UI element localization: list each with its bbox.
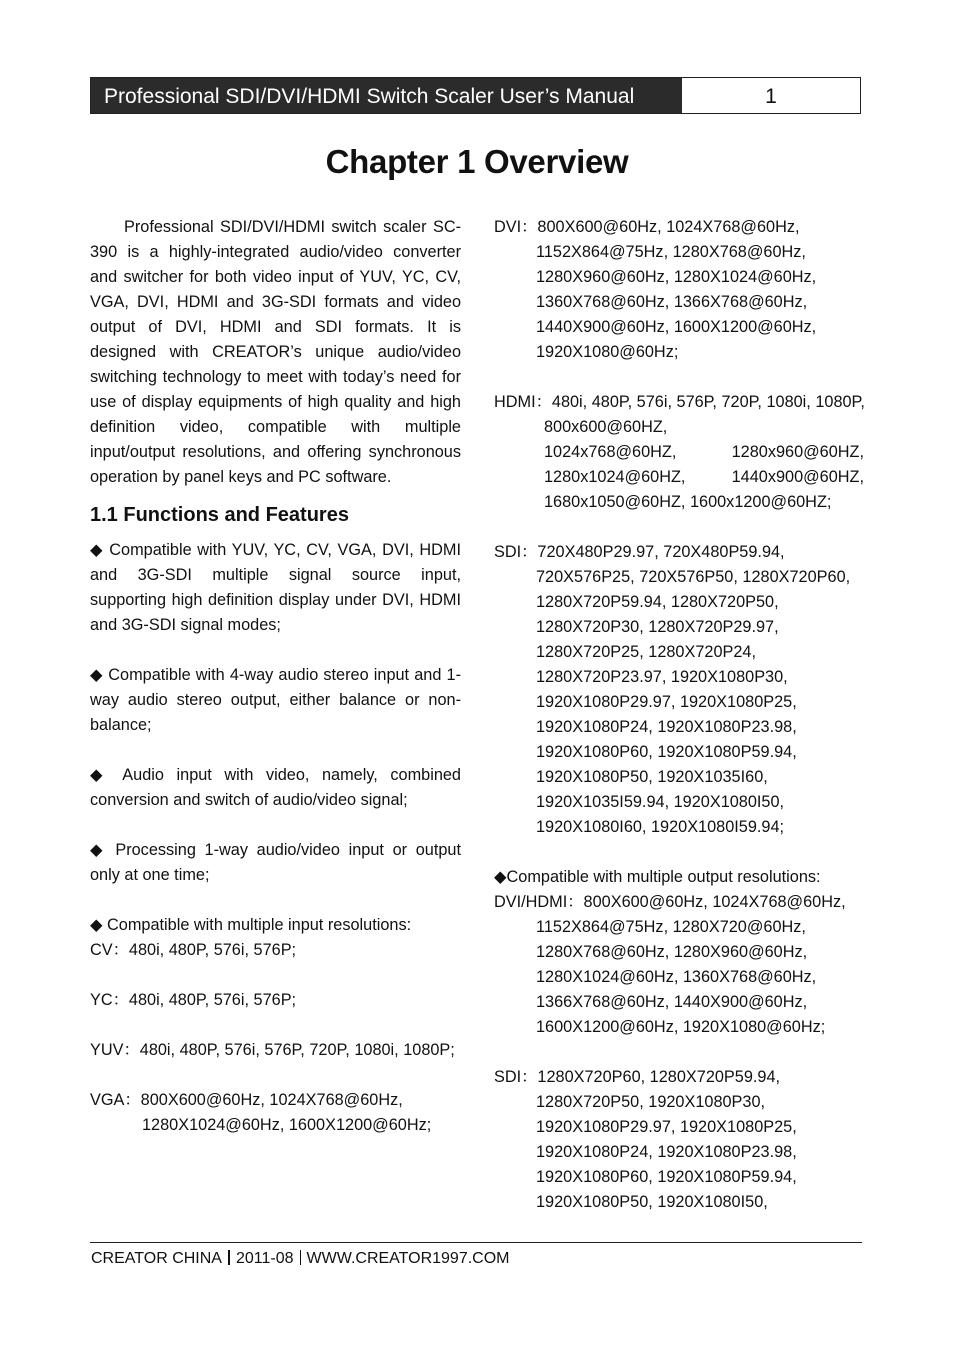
page-footer bbox=[91, 1248, 510, 1270]
dvi-hdmi-output: DVI/HDMI：800X600@60Hz, 1024X768@60Hz, bbox=[494, 893, 846, 911]
sdi-input-cont: 1280X720P25, 1280X720P24, bbox=[536, 643, 756, 661]
hdmi-resolutions-cont: 1680x1050@60HZ, 1600x1200@60HZ; bbox=[544, 493, 832, 511]
manual-title: Professional SDI/DVI/HDMI Switch Scaler User’s Manual bbox=[91, 78, 682, 113]
dvi-hdmi-output-cont: 1280X1024@60Hz, 1360X768@60Hz, bbox=[536, 968, 817, 986]
sdi-input-cont: 1920X1080I60, 1920X1080I59.94; bbox=[536, 818, 785, 836]
hdmi-resolutions: HDMI：480i, 480P, 576i, 576P, 720P, 1080i, 1080P, bbox=[494, 393, 865, 411]
footer-company: CREATOR CHINA bbox=[91, 1250, 222, 1267]
hdmi-res: 1280x960@60HZ, bbox=[731, 443, 864, 461]
sdi-input-cont: 1920X1080P50, 1920X1035I60, bbox=[536, 768, 768, 786]
sdi-input-cont: 1280X720P30, 1280X720P29.97, bbox=[536, 618, 779, 636]
sdi-input-resolutions: SDI：720X480P29.97, 720X480P59.94, bbox=[494, 543, 785, 561]
dvi-hdmi-output-cont: 1366X768@60Hz, 1440X900@60Hz, bbox=[536, 993, 808, 1011]
sdi-output-cont: 1920X1080P60, 1920X1080P59.94, bbox=[536, 1168, 797, 1186]
footer-website: WWW.CREATOR1997.COM bbox=[306, 1250, 510, 1267]
hdmi-res: 1280x1024@60HZ, bbox=[544, 468, 686, 486]
sdi-output: SDI：1280X720P60, 1280X720P59.94, bbox=[494, 1068, 781, 1086]
right-column bbox=[494, 215, 874, 1215]
feature-item: ◆ Compatible with YUV, YC, CV, VGA, DVI, HDMI and 3G-SDI multiple signal source input, supporting high definition display under DVI, HDMI and 3G-SDI signal modes; bbox=[90, 541, 461, 634]
page-header bbox=[90, 77, 861, 114]
page-number: 1 bbox=[765, 85, 777, 108]
dvi-resolutions-cont: 1920X1080@60Hz; bbox=[536, 343, 679, 361]
output-bullet: ◆Compatible with multiple output resolutions: bbox=[494, 868, 821, 886]
hdmi-res: 1440x900@60HZ, bbox=[731, 468, 864, 486]
footer-date: 2011-08 bbox=[235, 1250, 294, 1267]
dvi-resolutions-cont: 1360X768@60Hz, 1366X768@60Hz, bbox=[536, 293, 808, 311]
footer-separator bbox=[228, 1250, 230, 1265]
hdmi-res: 1024x768@60HZ, bbox=[544, 443, 677, 461]
dvi-hdmi-output-cont: 1600X1200@60Hz, 1920X1080@60Hz; bbox=[536, 1018, 826, 1036]
section-heading: 1.1 Functions and Features bbox=[90, 504, 349, 526]
sdi-output-cont: 1920X1080P29.97, 1920X1080P25, bbox=[536, 1118, 797, 1136]
hdmi-resolutions-cont: 800x600@60HZ, bbox=[544, 418, 668, 436]
feature-item: ◆ Audio input with video, namely, combined conversion and switch of audio/video signal; bbox=[90, 766, 461, 809]
sdi-output-cont: 1280X720P50, 1920X1080P30, bbox=[536, 1093, 766, 1111]
dvi-resolutions-cont: 1280X960@60Hz, 1280X1024@60Hz, bbox=[536, 268, 817, 286]
sdi-input-cont: 1920X1035I59.94, 1920X1080I50, bbox=[536, 793, 785, 811]
chapter-title: Chapter 1 Overview bbox=[325, 143, 629, 180]
dvi-resolutions-cont: 1440X900@60Hz, 1600X1200@60Hz, bbox=[536, 318, 817, 336]
vga-resolutions: VGA：800X600@60Hz, 1024X768@60Hz, bbox=[90, 1091, 403, 1109]
intro-paragraph: Professional SDI/DVI/HDMI switch scaler SC-390 is a highly-integrated audio/video converter and switcher for both video input of YUV, YC, CV, VGA, DVI, HDMI and 3G-SDI formats and video output of DVI, HDMI and SDI formats. It is designed with CREATOR’s unique audio/video switching technology to meet with today’s need for use of display equipments of high quality and high definition video, compatible with multiple input/output resolutions, and offering synchronous operation by panel keys and PC software. bbox=[90, 218, 461, 486]
footer-divider bbox=[90, 1242, 862, 1243]
yuv-resolutions: YUV：480i, 480P, 576i, 576P, 720P, 1080i, 1080P; bbox=[90, 1041, 455, 1059]
sdi-input-cont: 1920X1080P29.97, 1920X1080P25, bbox=[536, 693, 797, 711]
dvi-resolutions-cont: 1152X864@75Hz, 1280X768@60Hz, bbox=[536, 243, 806, 261]
footer-separator bbox=[300, 1250, 301, 1265]
feature-item: ◆ Compatible with 4-way audio stereo input and 1-way audio stereo output, either balance or non-balance; bbox=[90, 666, 461, 734]
hdmi-resolutions-row bbox=[494, 465, 874, 490]
dvi-hdmi-output-cont: 1152X864@75Hz, 1280X720@60Hz, bbox=[536, 918, 806, 936]
left-column bbox=[90, 215, 461, 1138]
hdmi-resolutions-row bbox=[494, 440, 874, 465]
feature-item: ◆ Compatible with multiple input resolutions: bbox=[90, 916, 412, 934]
sdi-input-cont: 1280X720P59.94, 1280X720P50, bbox=[536, 593, 779, 611]
sdi-output-cont: 1920X1080P24, 1920X1080P23.98, bbox=[536, 1143, 797, 1161]
sdi-input-cont: 1280X720P23.97, 1920X1080P30, bbox=[536, 668, 788, 686]
sdi-output-cont: 1920X1080P50, 1920X1080I50, bbox=[536, 1193, 768, 1211]
vga-resolutions-cont: 1280X1024@60Hz, 1600X1200@60Hz; bbox=[142, 1116, 432, 1134]
sdi-input-cont: 1920X1080P60, 1920X1080P59.94, bbox=[536, 743, 797, 761]
cv-resolutions: CV：480i, 480P, 576i, 576P; bbox=[90, 941, 297, 959]
yc-resolutions: YC：480i, 480P, 576i, 576P; bbox=[90, 991, 297, 1009]
dvi-hdmi-output-cont: 1280X768@60Hz, 1280X960@60Hz, bbox=[536, 943, 808, 961]
sdi-input-cont: 720X576P25, 720X576P50, 1280X720P60, bbox=[536, 568, 851, 586]
feature-item: ◆ Processing 1-way audio/video input or output only at one time; bbox=[90, 841, 461, 884]
sdi-input-cont: 1920X1080P24, 1920X1080P23.98, bbox=[536, 718, 797, 736]
dvi-resolutions: DVI：800X600@60Hz, 1024X768@60Hz, bbox=[494, 218, 800, 236]
